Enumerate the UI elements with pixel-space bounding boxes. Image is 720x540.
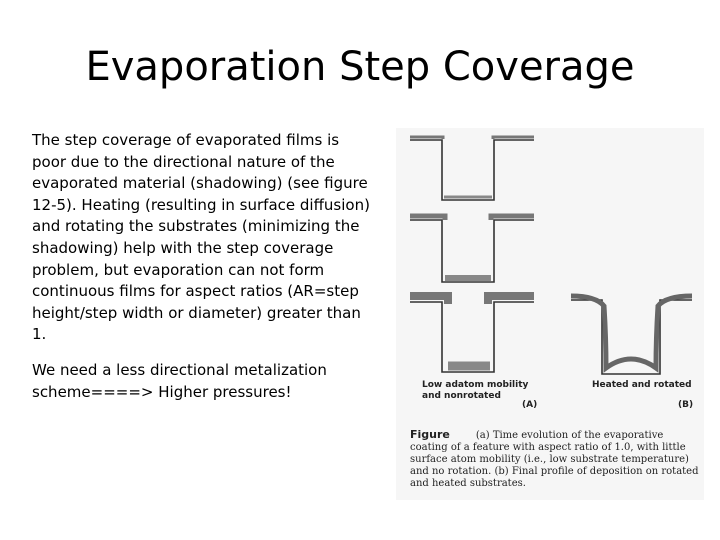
- caption-head: Figure: [410, 428, 450, 441]
- label-a: (A): [522, 400, 538, 410]
- body-paragraph-2: We need a less directional metalization scheme====> Higher pressures!: [32, 360, 327, 401]
- label-condition-b: Heated and rotated: [592, 380, 692, 390]
- slide-body: [32, 130, 372, 417]
- label-b: (B): [678, 400, 694, 410]
- body-paragraph-1: The step coverage of evaporated films is poor due to the directional nature of the evaporated material (shadowing) (see figure 12-5). Heating (resulting in surface diffusion) and rotating the substrates (minimizing the shadowing) help with the step coverage problem, but evaporation can not form continuous films for aspect ratios (AR=step height/step width or diameter) greater than 1.: [32, 131, 370, 344]
- label-condition-a: Low adatom mobility and nonrotated: [422, 380, 529, 401]
- profile-heated-rotated: [571, 296, 692, 374]
- profile-stage-2: [410, 216, 534, 282]
- profile-stage-1: [410, 137, 534, 200]
- caption-text: (a) Time evolution of the evaporative coating of a feature with aspect ratio of 1.0, with little surface atom mobility (i.e., low substrate temperature) and no rotation. (b) Final profile of deposition on rotated and heated substrates.: [410, 430, 699, 489]
- step-coverage-figure: [396, 128, 704, 500]
- slide-title: Evaporation Step Coverage: [85, 44, 635, 90]
- profile-stage-3: [410, 296, 534, 372]
- figure-caption: [410, 429, 700, 490]
